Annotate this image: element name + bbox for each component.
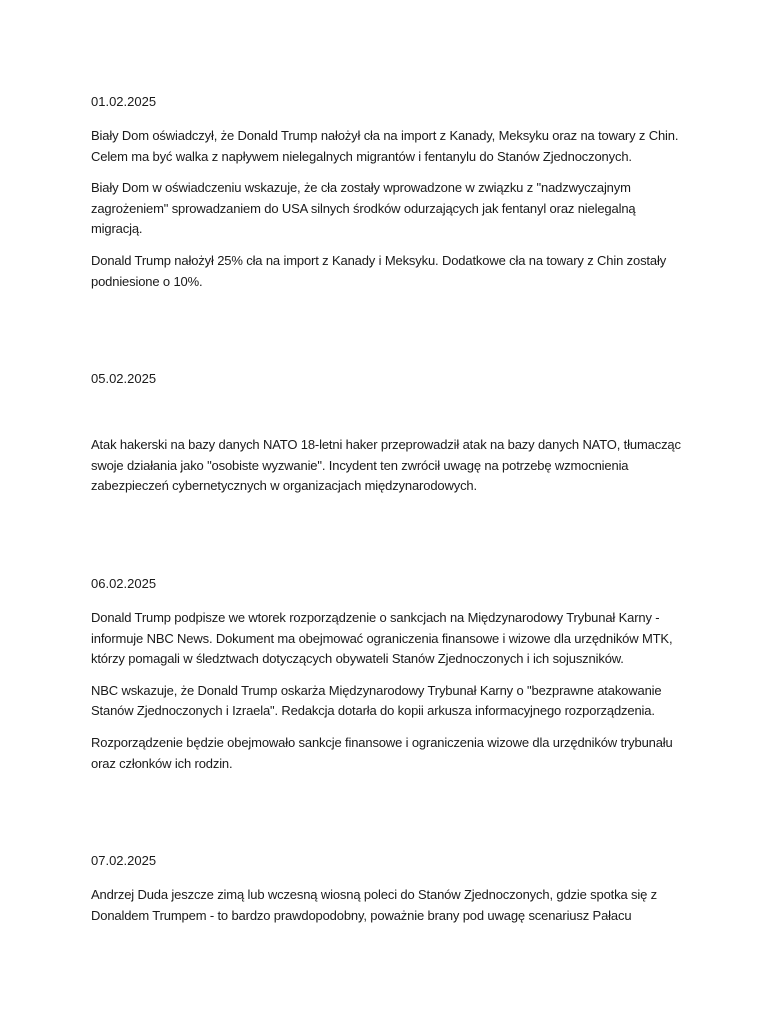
entry-paragraph: Andrzej Duda jeszcze zimą lub wczesną wiosną poleci do Stanów Zjednoczonych, gdzie spotka się z Donaldem Trumpem - to bardzo prawdopodobny, poważnie brany pod uwagę scenariusz Pałacu	[91, 887, 657, 923]
news-entry	[91, 574, 681, 774]
entry-date: 01.02.2025	[91, 94, 157, 109]
entry-paragraph: Rozporządzenie będzie obejmowało sankcje finansowe i ograniczenia wizowe dla urzędników trybunału oraz członków ich rodzin.	[91, 734, 673, 771]
news-entry	[91, 92, 681, 292]
entry-paragraph: Biały Dom oświadczył, że Donald Trump nałożył cła na import z Kanady, Meksyku oraz na towary z Chin. Celem ma być walka z napływem nielegalnych migrantów i fentanylu do Stanów Zjednoczonych.	[91, 128, 679, 164]
news-entry	[91, 369, 681, 497]
news-entry	[91, 851, 681, 926]
entry-date: 06.02.2025	[91, 576, 157, 591]
entry-paragraph: Donald Trump nałożył 25% cła na import z Kanady i Meksyku. Dodatkowe cła na towary z Chin zostały podniesione o 10%.	[91, 252, 667, 289]
entry-paragraph: Donald Trump podpisze we wtorek rozporządzenie o sankcjach na Międzynarodowy Trybunał Karny - informuje NBC News. Dokument ma obejmować ograniczenia finansowe i wizowe dla urzędników MTK, którzy pomagali w śledztwach dotyczących obywateli Stanów Zjednoczonych i ich sojuszników.	[91, 610, 673, 667]
entry-date: 05.02.2025	[91, 371, 157, 386]
entry-paragraph: Biały Dom w oświadczeniu wskazuje, że cła zostały wprowadzone w związku z "nadzwyczajnym zagrożeniem" sprowadzaniem do USA silnych środków odurzających jak fentanyl oraz nielegalną migracją.	[91, 180, 636, 237]
entry-date: 07.02.2025	[91, 853, 157, 868]
entry-paragraph: NBC wskazuje, że Donald Trump oskarża Międzynarodowy Trybunał Karny o "bezprawne atakowanie Stanów Zjednoczonych i Izraela". Redakcja dotarła do kopii arkusza informacyjnego rozporządzenia.	[91, 682, 662, 719]
entry-paragraph: Atak hakerski na bazy danych NATO 18-letni haker przeprowadził atak na bazy danych NATO, tłumacząc swoje działania jako "osobiste wyzwanie". Incydent ten zwrócił uwagę na potrzebę wzmocnienia zabezpieczeń cybernetycznych w organizacjach międzynarodowych.	[91, 437, 681, 494]
